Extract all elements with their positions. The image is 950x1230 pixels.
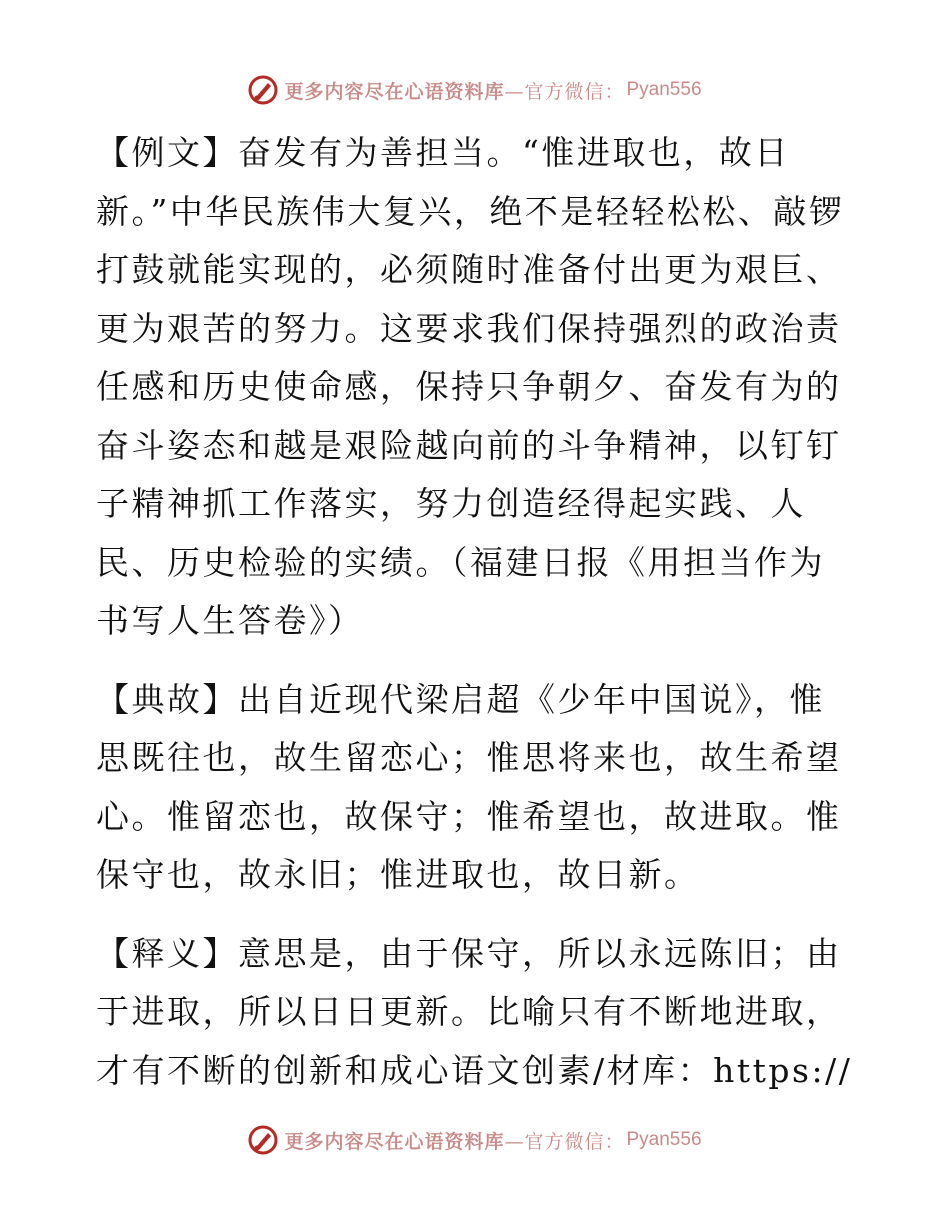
header-banner bbox=[0, 70, 950, 110]
allusion-text: 【典故】出自近现代梁启超《少年中国说》，惟思既往也，故生留恋心；惟思将来也，故生希望心。惟留恋也，故保守；惟希望也，故进取。惟保守也，故永旧；惟进取也，故日新。 bbox=[96, 679, 842, 894]
footer-sub-text: —官方微信： bbox=[504, 1130, 625, 1153]
example-text: 【例文】奋发有为善担当。“惟进取也，故日新。”中华民族伟大复兴，绝不是轻轻松松、敲锣打鼓就能实现的，必须随时准备付出更为艰巨、更为艰苦的努力。这要求我们保持强烈的政治责任感和历史使命感，保持只争朝夕、奋发有为的奋斗姿态和越是艰险越向前的斗争精神，以钉钉子精神抓工作落实，努力创造经得起实践、人民、历史检验的实绩。（福建日报《用担当作为书写人生答卷》） bbox=[96, 133, 845, 640]
ink-pen-seal-icon bbox=[248, 75, 278, 105]
header-main-text: 更多内容尽在心语资料库 bbox=[284, 80, 505, 103]
footer-banner bbox=[0, 1120, 950, 1160]
allusion-paragraph bbox=[96, 671, 856, 905]
example-paragraph bbox=[96, 124, 856, 651]
header-wechat-id: Pyan556 bbox=[626, 79, 702, 100]
meaning-paragraph bbox=[96, 925, 856, 1101]
ink-pen-seal-icon bbox=[248, 1125, 278, 1155]
footer-wechat-id: Pyan556 bbox=[626, 1129, 702, 1150]
header-sub-text: —官方微信： bbox=[504, 80, 625, 103]
document-body bbox=[96, 124, 856, 1120]
footer-main-text: 更多内容尽在心语资料库 bbox=[284, 1130, 505, 1153]
meaning-text: 【释义】意思是，由于保守，所以永远陈旧；由于进取，所以日日更新。比喻只有不断地进取，才有不断的创新和成心语文创素/材库：https:// bbox=[96, 933, 853, 1090]
